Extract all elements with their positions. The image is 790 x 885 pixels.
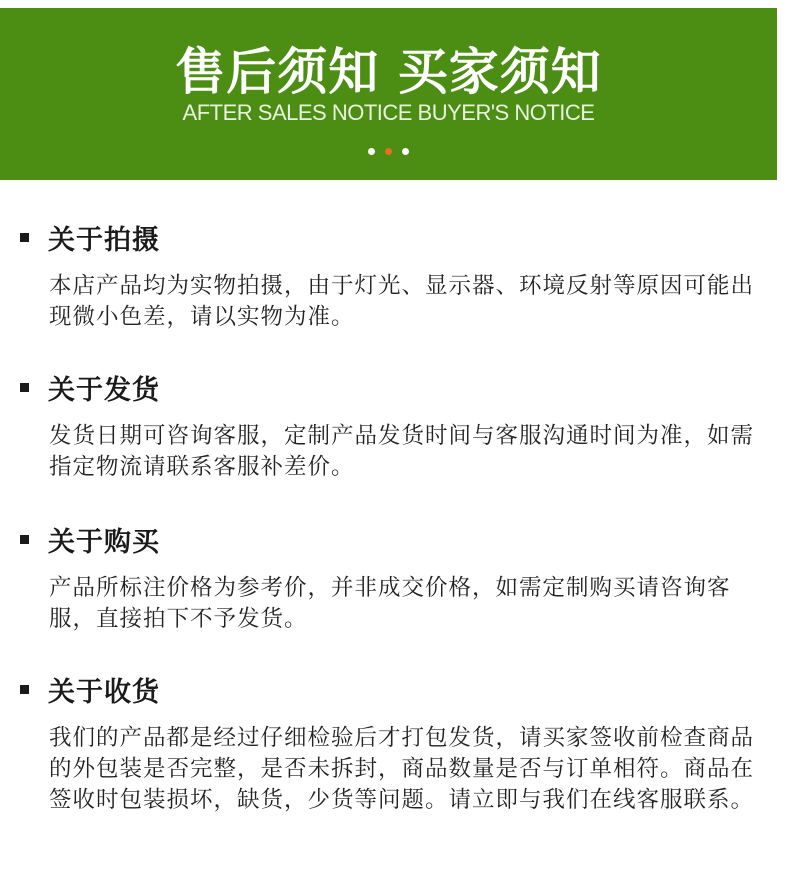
section-receiving: [20, 671, 760, 816]
square-bullet-icon: [20, 685, 29, 694]
section-photography: [20, 219, 760, 333]
section-heading: 关于收货: [48, 676, 160, 708]
section-body: 产品所标注价格为参考价，并非成交价格，如需定制购买请咨询客服，直接拍下不予发货。: [49, 575, 731, 632]
section-body: 我们的产品都是经过仔细检验后才打包发货，请买家签收前检查商品的外包装是否完整，是否未拆封，商品数量是否与订单相符。商品在签收时包装损坏，缺货，少货等问题。请立即与我们在线客服联系。: [49, 725, 755, 813]
dot-indicator: [402, 148, 409, 155]
dot-indicator: [368, 148, 375, 155]
section-heading: 关于购买: [48, 526, 160, 558]
square-bullet-icon: [20, 233, 29, 242]
square-bullet-icon: [20, 383, 29, 392]
header-banner: [0, 8, 777, 180]
banner-title: 售后须知 买家须知: [175, 43, 602, 101]
section-shipping: [20, 369, 760, 483]
carousel-dots: [0, 148, 777, 155]
section-purchase: [20, 521, 760, 635]
section-body: 本店产品均为实物拍摄，由于灯光、显示器、环境反射等原因可能出现微小色差，请以实物为准。: [49, 273, 755, 330]
section-heading: 关于拍摄: [48, 224, 160, 256]
square-bullet-icon: [20, 535, 29, 544]
banner-subtitle: AFTER SALES NOTICE BUYER'S NOTICE: [182, 100, 595, 125]
section-body: 发货日期可咨询客服，定制产品发货时间与客服沟通时间为准，如需指定物流请联系客服补差价。: [49, 423, 755, 480]
dot-indicator-active: [385, 148, 392, 155]
section-heading: 关于发货: [48, 374, 160, 406]
